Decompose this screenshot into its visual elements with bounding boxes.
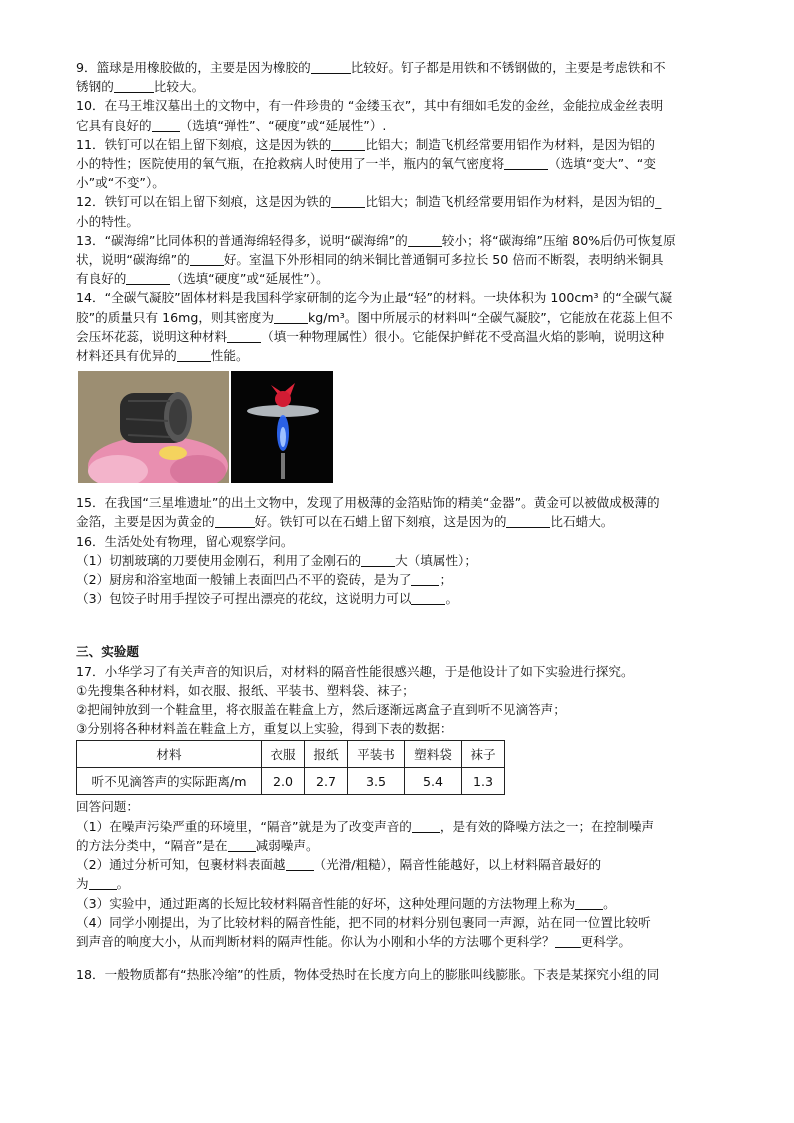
answer-blank[interactable]: [361, 552, 395, 567]
question-17-answers: 回答问题： （1）在噪声污染严重的环境里，“隔音”就是为了改变声音的 ，是有效的降噪方法之一；在控制噪声 的方法分类中，“隔音”是在 减弱噪声。 （2）通过分析可知，包裹材料表面越 （光滑/粗糙），隔音性能越好，以上材料隔音最好的 为 。 （3）实验中，通过距离的长短比较材料隔音性能的好坏，这种处理问题的方法物理上称为 。 （4）同学小刚提出，为了比较材料的隔音性能，把不同的材料分别包裹同一声源，站在同一位置比较听 到声音的响度大小，从而判断材料的隔声性能。你认为小刚和小华的方法哪个更科学？ 更科学。: [76, 799, 654, 949]
answer-blank[interactable]: [311, 59, 351, 74]
answer-blank[interactable]: [228, 837, 256, 852]
question-11: 11．铁钉可以在铝上留下刻痕，这是因为铁的 比铝大；制造飞机经常要用铝作为材料，是因为铝的 小的特性；医院使用的氧气瓶，在抢救病人时使用了一半，瓶内的氧气密度将 （选填“变大”、“变 小”或“不变”）。: [76, 136, 656, 191]
answer-blank[interactable]: [504, 155, 548, 170]
answer-blank[interactable]: [331, 193, 365, 208]
answer-blank[interactable]: [411, 571, 439, 586]
answer-blank[interactable]: [412, 818, 440, 833]
question-17: 17．小华学习了有关声音的知识后，对材料的隔音性能很感兴趣，于是他设计了如下实验进行探究。 ①先搜集各种材料，如衣服、报纸、平装书、塑料袋、袜子； ②把闹钟放到一个鞋盒里，将衣服盖在鞋盒上方，然后逐渐远离盒子直到听不见滴答声； ③分别将各种材料盖在鞋盒上方，重复以上实验，得到下表的数据：: [76, 663, 634, 737]
question-12: 12．铁钉可以在铝上留下刻痕，这是因为铁的 比铝大；制造飞机经常要用铝作为材料，是因为铝的_ 小的特性。: [76, 194, 662, 229]
answer-blank[interactable]: [177, 347, 211, 362]
question-9: 9．篮球是用橡胶做的，主要是因为橡胶的 比较好。钉子都是用铁和不锈钢做的，主要是考虑铁和不 锈钢的 比较大。: [76, 60, 666, 95]
answer-blank[interactable]: [190, 251, 224, 266]
section-title: 三、实验题: [76, 644, 139, 660]
answer-blank[interactable]: [555, 933, 581, 948]
worksheet-page: [76, 58, 726, 984]
answer-blank[interactable]: [408, 232, 442, 247]
aerogel-flame-photo: [231, 371, 333, 483]
table-row: 听不见滴答声的实际距离/m 2.0 2.7 3.5 5.4 1.3: [77, 768, 505, 795]
answer-blank[interactable]: [575, 895, 603, 910]
data-table: [76, 740, 505, 795]
answer-blank[interactable]: [152, 117, 180, 132]
answer-blank[interactable]: [506, 513, 550, 528]
aerogel-on-flower-photo: [78, 371, 229, 483]
answer-blank[interactable]: [331, 136, 365, 151]
aerogel-photos: [78, 371, 726, 483]
answer-blank[interactable]: [114, 78, 154, 93]
table-row: 材料 衣服 报纸 平装书 塑料袋 袜子: [77, 741, 505, 768]
answer-blank[interactable]: [227, 328, 261, 343]
question-13: 13．“碳海绵”比同体积的普通海绵轻得多，说明“碳海绵”的 较小；将“碳海绵”压缩 80%后仍可恢复原 状，说明“碳海绵”的 好。室温下外形相同的纳米铜比普通铜可多拉长 50 倍而不断裂，表明纳米铜具 有良好的 （选填“硬度”或“延展性”）。: [76, 232, 676, 287]
question-16: 16．生活处处有物理，留心观察学问。 （1）切割玻璃的刀要使用金刚石，利用了金刚石的 大（填属性）； （2）厨房和浴室地面一般铺上表面凹凸不平的瓷砖，是为了 ； （3）包饺子时用手捏饺子可捏出漂亮的花纹，这说明力可以 。: [76, 533, 477, 607]
answer-blank[interactable]: [274, 309, 308, 324]
answer-blank[interactable]: [411, 590, 445, 605]
answer-blank[interactable]: [286, 856, 314, 871]
question-10: 10．在马王堆汉墓出土的文物中，有一件珍贵的 “金缕玉衣”，其中有细如毛发的金丝，金能拉成金丝表明 它具有良好的 （选填“弹性”、“硬度”或“延展性”）.: [76, 98, 664, 133]
question-14: 14．“全碳气凝胶”固体材料是我国科学家研制的迄今为止最“轻”的材料。一块体积为 100cm³ 的“全碳气凝 胶”的质量只有 16mg，则其密度为 kg/m³。图中所展示的材料叫“全碳气凝胶”，它能放在花蕊上但不 会压坏花蕊，说明这种材料 （填一种物理属性）很小。它能保护鲜花不受高温火焰的影响，说明这种 材料还具有优异的 性能。: [76, 290, 673, 364]
question-18: 18．一般物质都有“热胀冷缩”的性质，物体受热时在长度方向上的膨胀叫线膨胀。下表是某探究小组的同: [76, 967, 660, 983]
answer-blank[interactable]: [89, 875, 117, 890]
answer-blank[interactable]: [215, 513, 255, 528]
question-15: 15．在我国“三星堆遗址”的出土文物中，发现了用极薄的金箔贴饰的精美“金器”。黄金可以被做成极薄的 金箔，主要是因为黄金的 好。铁钉可以在石蜡上留下刻痕，这是因为的 比石蜡大。: [76, 495, 660, 530]
answer-blank[interactable]: [126, 270, 170, 285]
